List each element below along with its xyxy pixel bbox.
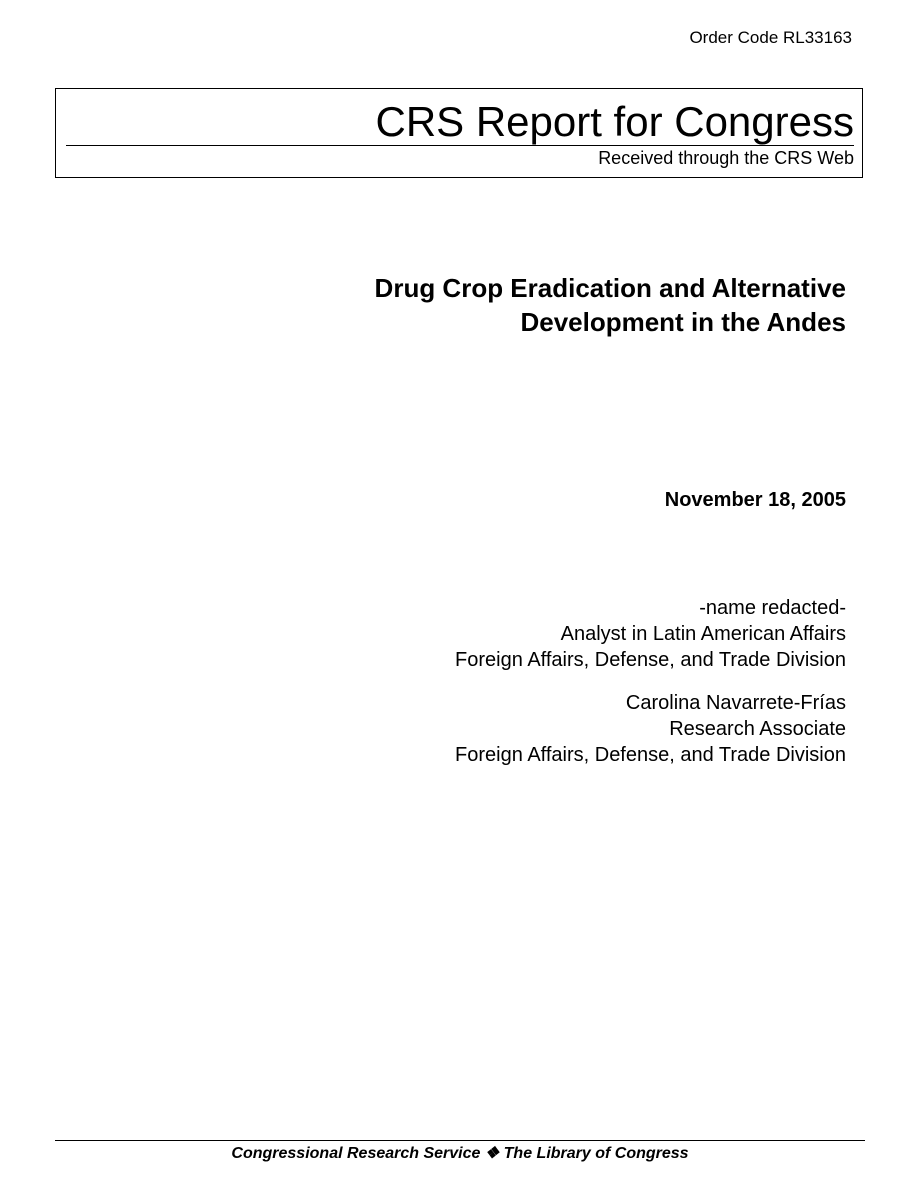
author-division: Foreign Affairs, Defense, and Trade Division <box>455 744 846 766</box>
author-name: -name redacted- <box>699 597 846 619</box>
header-title: CRS Report for Congress <box>375 98 854 145</box>
author-division: Foreign Affairs, Defense, and Trade Division <box>455 649 846 671</box>
footer-text: Congressional Research Service ❖ The Library of Congress <box>231 1145 689 1162</box>
report-title-line-1: Drug Crop Eradication and Alternative <box>374 273 846 303</box>
report-title-line-2: Development in the Andes <box>520 307 846 337</box>
author-position: Analyst in Latin American Affairs <box>560 623 846 645</box>
report-date: November 18, 2005 <box>664 489 846 511</box>
footer-divider <box>55 1140 865 1141</box>
report-title <box>375 271 846 339</box>
header-subtitle: Received through the CRS Web <box>598 148 854 168</box>
report-header-box <box>55 88 863 178</box>
header-divider <box>66 145 854 146</box>
author-position: Research Associate <box>669 718 846 740</box>
author-block-1 <box>455 595 846 673</box>
author-block-2 <box>455 690 846 768</box>
order-code: Order Code RL33163 <box>689 28 852 47</box>
author-name: Carolina Navarrete-Frías <box>625 692 846 714</box>
